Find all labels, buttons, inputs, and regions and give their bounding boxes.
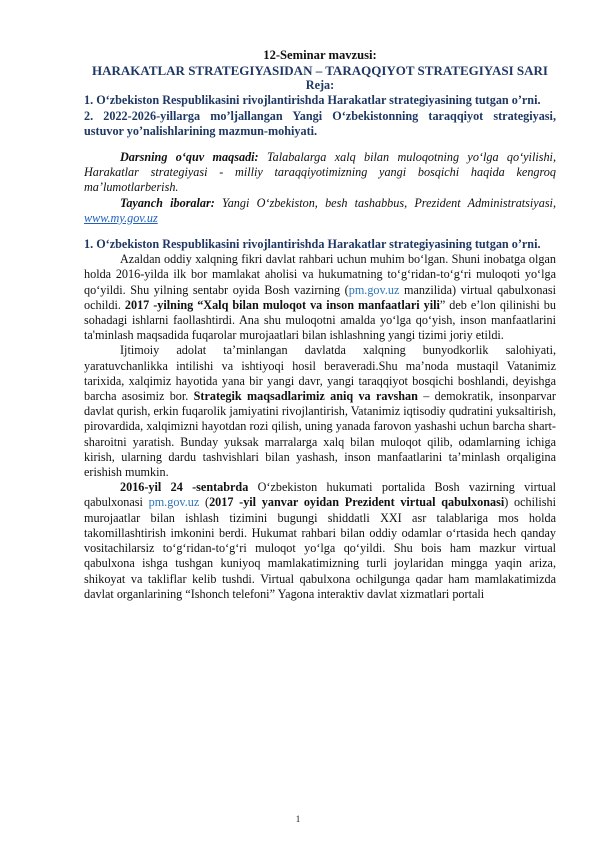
paragraph-3-text-b: ( — [199, 495, 210, 510]
paragraph-3 — [84, 480, 556, 602]
paragraph-3-bold-date: 2016-yil 24 -sentabrda — [120, 480, 249, 495]
keywords-label: Tayanch iboralar: — [120, 195, 215, 210]
keywords-paragraph — [84, 196, 556, 226]
page-content — [84, 48, 556, 602]
paragraph-3-bold-2: 2017 -yil yanvar oyidan Prezident virtual qabulxonasi — [209, 495, 505, 510]
paragraph-2 — [84, 343, 556, 480]
page-number: 1 — [295, 814, 301, 824]
spacer — [84, 139, 556, 150]
section-1-heading: 1. O‘zbekiston Respublikasini rivojlantirishda Harakatlar strategiyasining tutgan o’rni. — [84, 237, 541, 252]
plan-label: Reja: — [305, 78, 335, 93]
spacer — [84, 226, 556, 237]
paragraph-1-text-b: manzilida) virtual qabulxonasi ochildi. — [84, 282, 556, 312]
paragraph-1-link[interactable]: pm.gov.uz — [348, 282, 400, 297]
plan-item-2: 2. 2022-2026-yillarga mo’ljallangan Yangi O‘zbekistonning taraqqiyot strategiyasi, ustuvor yo’nalishlarining mazmun-mohiyati. — [84, 108, 556, 138]
lesson-goal-text: Talabalarga xalq bilan muloqotning yo‘lga qo‘yilishi, Harakatlar strategiyasi - milliy taraqqiyotimizning yangi bosqichi haqida kengroq ma’lumotlarberish. — [84, 150, 556, 195]
keywords-text: Yangi O‘zbekiston, besh tashabbus, Prezident Administratsiyasi, — [214, 195, 556, 210]
lesson-goal-paragraph — [84, 150, 556, 196]
paragraph-2-text-a: Ijtimoiy adolat ta’minlangan davlatda xalqning bunyodkorlik salohiyati, yaratuvchanlikka intilishi va ishtiyoqi hosil beraveradi.Shu ma’noda mustaqil Vatanimiz tarixida, xalqimiz hayotida yana bir yangi davr, yangi taraqqiyot bosqichi boshlandi, deyishga barcha asosimiz bor. — [84, 343, 556, 404]
paragraph-1-text-c: ” deb e’lon qilinishi bu sohadagi ishlarni faollashtirdi. Ana shu muloqotni amalda yo‘lga qo‘yish, inson manfaatlarini ta'minlash maqsadida fuqarolar murojaatlari bilan ishlashning yangi tizimi joriy etildi. — [84, 297, 556, 343]
seminar-title: 12-Seminar mavzusi: — [263, 48, 377, 62]
paragraph-3-text-a: O‘zbekiston hukumati portalida Bosh vazirning virtual qabulxonasi — [84, 480, 556, 510]
paragraph-3-link[interactable]: pm.gov.uz — [148, 495, 200, 510]
main-title: HARAKATLAR STRATEGIYASIDAN – TARAQQIYOT STRATEGIYASI SARI — [92, 63, 548, 79]
paragraph-3-text-c: ) ochilishi murojaatlar bilan ishlash tizimini bugungi shiddatli XXI asr talablariga mos holda takomillashtirish imkonini berdi. Hukumat rahbari bilan oddiy odamlar o‘rtasida hech qanday vositachilarsiz to‘g‘ridan-to‘g‘ri muloqot yo‘lga qo‘yildi. Shu bois ham mazkur virtual qabulxona ishga tushgan kuniyoq mamlakatimizning turli joylaridan mingga yaqin ariza, shikoyat va takliflar kelib tushdi. Virtual qabulxona ochilgunga qadar ham mamlakatimizda davlat organlarining “Ishonch telefoni” Yagona interaktiv davlat xizmatlari portali — [84, 495, 556, 601]
paragraph-2-text-b: – demokratik, insonparvar davlat qurish, erkin fuqarolik jamiyatini rivojlantirish, Vatanimiz iqtisodiy qudratini yuksaltirish, pirovardida, xalqimizni hayotdan rozi qilish, uning yanada farovon yashashi uchun barcha shart-sharoitni yaratish. Bunday yuksak marralarga xalq bilan muloqot qilib, odamlarning ichiga kirish, ularning dardu tashvishlari bilan yashash, inson manfaatlarini ta’minlash orqaligina erishish mumkin. — [84, 389, 556, 480]
lesson-goal-label: Darsning o‘quv maqsadi: — [120, 150, 259, 165]
plan-item-1: 1. O‘zbekiston Respublikasini rivojlantirishda Harakatlar strategiyasining tutgan o’rni. — [84, 93, 541, 108]
keywords-link[interactable]: www.my.gov.uz — [84, 210, 158, 225]
paragraph-1 — [84, 252, 556, 343]
paragraph-1-bold: 2017 -yilning “Xalq bilan muloqot va inson manfaatlari yili — [124, 297, 440, 312]
paragraph-2-bold: Strategik maqsadlarimiz aniq va ravshan — [193, 389, 418, 404]
paragraph-1-text-a: Azaldan oddiy xalqning fikri davlat rahbari uchun muhim bo‘lgan. Shuni inobatga olgan holda 2016-yilda ilk bor mamlakat aholisi va hukumatning to‘g‘ridan-to‘g‘ri muloqoti yo‘lga qo‘yildi. Shu yilning sentabr oyida Bosh vazirning ( — [84, 252, 556, 297]
